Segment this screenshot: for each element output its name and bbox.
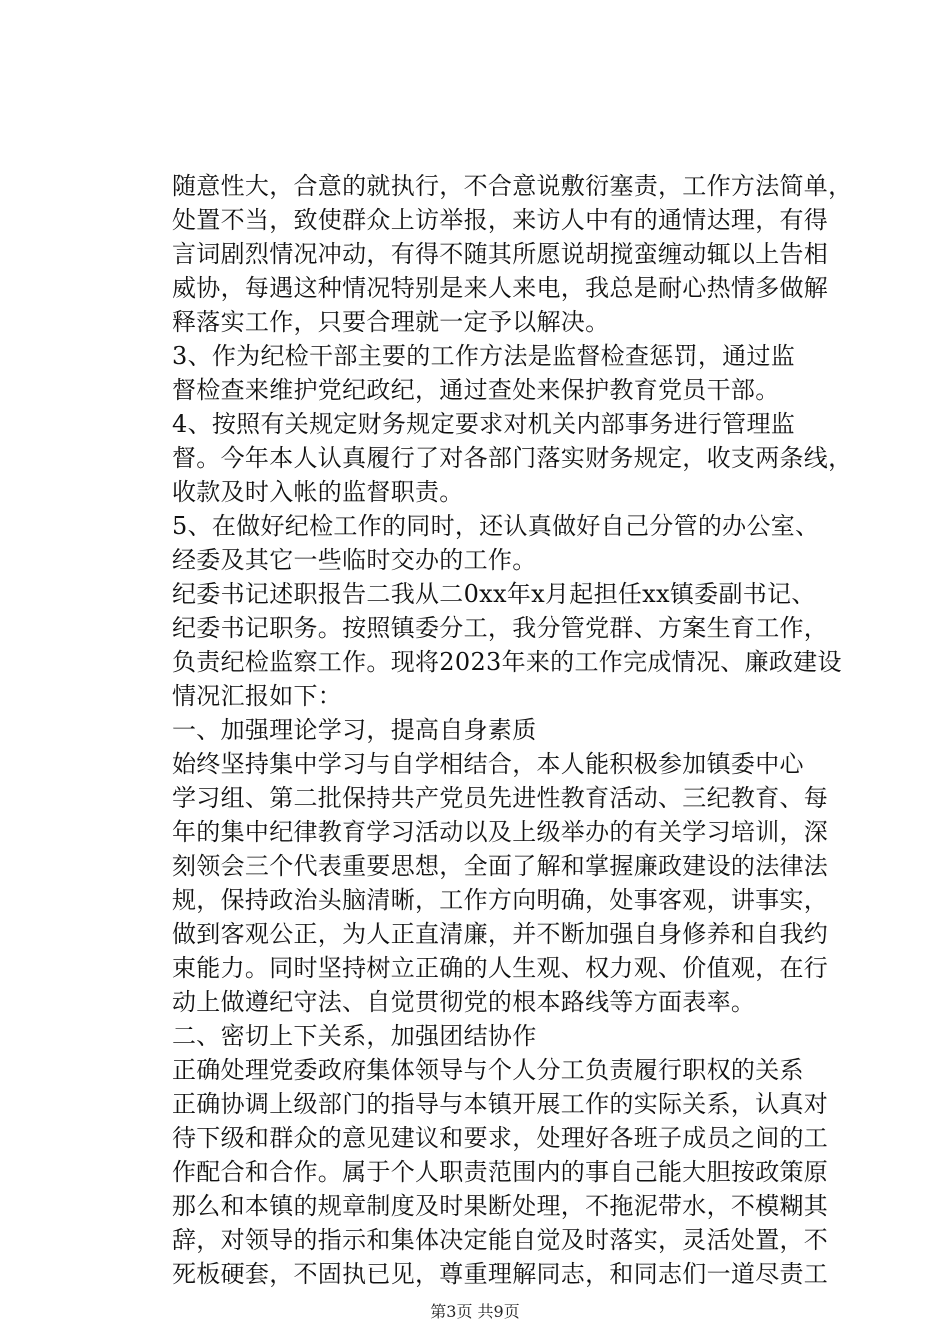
text-line: 收款及时入帐的监督职责。 xyxy=(172,478,464,506)
text-line: 3、作为纪检干部主要的工作方法是监督检查惩罚，通过监 xyxy=(172,342,796,370)
text-line: 言词剧烈情况冲动，有得不随其所愿说胡搅蛮缠动辄以上告相 xyxy=(172,240,829,268)
text-line: 经委及其它一些临时交办的工作。 xyxy=(172,546,537,574)
text-line: 正确协调上级部门的指导与本镇开展工作的实际关系，认真对 xyxy=(172,1090,829,1118)
text-line: 死板硬套，不固执已见，尊重理解同志，和同志们一道尽责工 xyxy=(172,1260,829,1288)
text-line: 年的集中纪律教育学习活动以及上级举办的有关学习培训，深 xyxy=(172,818,829,846)
text-line: 情况汇报如下： xyxy=(172,682,343,710)
text-line: 威协，每遇这种情况特别是来人来电，我总是耐心热情多做解 xyxy=(172,274,829,302)
text-line: 正确处理党委政府集体领导与个人分工负责履行职权的关系 xyxy=(172,1056,804,1084)
page-number-footer: 第3页 共9页 xyxy=(430,1302,520,1321)
text-line: 释落实工作，只要合理就一定予以解决。 xyxy=(172,308,610,336)
text-line: 二、密切上下关系，加强团结协作 xyxy=(172,1022,537,1050)
text-line: 4、按照有关规定财务规定要求对机关内部事务进行管理监 xyxy=(172,410,796,438)
text-line: 做到客观公正，为人正直清廉，并不断加强自身修养和自我约 xyxy=(172,920,829,948)
text-line: 束能力。同时坚持树立正确的人生观、权力观、价值观，在行 xyxy=(172,954,829,982)
text-line: 督检查来维护党纪政纪，通过查处来保护教育党员干部。 xyxy=(172,376,780,404)
text-line: 刻领会三个代表重要思想，全面了解和掌握廉政建设的法律法 xyxy=(172,852,829,880)
text-line: 负责纪检监察工作。现将2023年来的工作完成情况、廉政建设 xyxy=(172,648,842,676)
document-body xyxy=(0,170,950,1290)
text-line: 处置不当，致使群众上访举报，来访人中有的通情达理，有得 xyxy=(172,206,829,234)
text-line: 纪委书记述职报告二我从二0xx年x月起担任xx镇委副书记、 xyxy=(172,580,816,608)
text-line: 动上做遵纪守法、自觉贯彻党的根本路线等方面表率。 xyxy=(172,988,756,1016)
text-line: 待下级和群众的意见建议和要求，处理好各班子成员之间的工 xyxy=(172,1124,829,1152)
text-line: 随意性大，合意的就执行，不合意说敷衍塞责，工作方法简单， xyxy=(172,172,853,200)
text-line: 规，保持政治头脑清晰，工作方向明确，处事客观，讲事实， xyxy=(172,886,829,914)
text-line: 始终坚持集中学习与自学相结合，本人能积极参加镇委中心 xyxy=(172,750,804,778)
text-line: 纪委书记职务。按照镇委分工，我分管党群、方案生育工作， xyxy=(172,614,829,642)
text-line: 辞，对领导的指示和集体决定能自觉及时落实，灵活处置，不 xyxy=(172,1226,829,1254)
text-line: 那么和本镇的规章制度及时果断处理，不拖泥带水，不模糊其 xyxy=(172,1192,829,1220)
text-line: 督。今年本人认真履行了对各部门落实财务规定，收支两条线， xyxy=(172,444,853,472)
text-line: 学习组、第二批保持共产党员先进性教育活动、三纪教育、每 xyxy=(172,784,829,812)
text-line: 作配合和合作。属于个人职责范围内的事自己能大胆按政策原 xyxy=(172,1158,829,1186)
text-line: 5、在做好纪检工作的同时，还认真做好自己分管的办公室、 xyxy=(172,512,820,540)
text-line: 一、加强理论学习，提高自身素质 xyxy=(172,716,537,744)
